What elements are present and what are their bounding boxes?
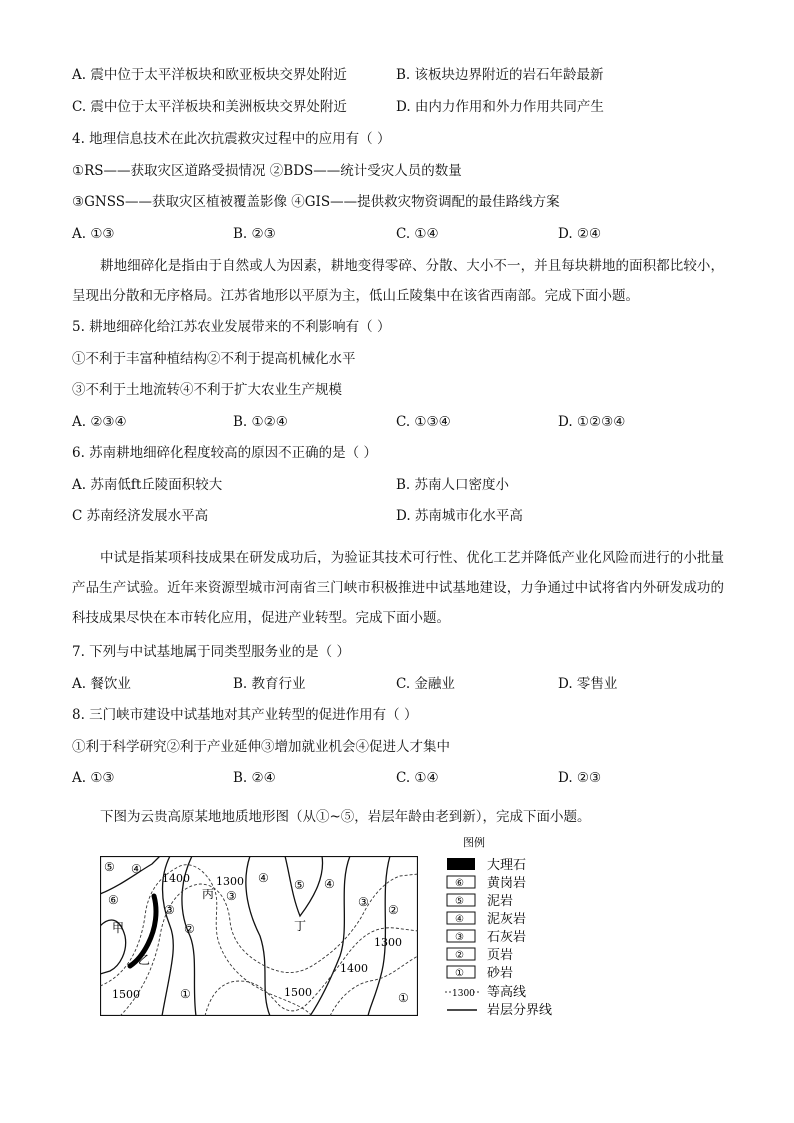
q8-item-1: ①利于科学研究②利于产业延伸③增加就业机会④促进人才集中 bbox=[72, 739, 450, 755]
map-label-elevation: 1400 bbox=[162, 872, 190, 885]
q3-option-b: B. 该板块边界附近的岩石年龄最新 bbox=[396, 67, 604, 83]
q3-option-a: A. 震中位于太平洋板块和欧亚板块交界处附近 bbox=[72, 67, 347, 83]
geologic-map-svg bbox=[100, 856, 418, 1016]
q8-option-d: D. ②③ bbox=[558, 770, 602, 786]
q8-stem: 8. 三门峡市建设中试基地对其产业转型的促进作用有（ ） bbox=[72, 707, 418, 723]
passage-pilot-base: 中试是指某项科技成果在研发成功后，为验证其技术可行性、优化工艺并降低产业化风险而进行的小批量产品生产试验。近年来资源型城市河南省三门峡市积极推进中试基地建设，力争通过中试将省内外研发成功的科技成果尽快在本市转化应用，促进产业转型。完成下面小题。 bbox=[72, 550, 724, 626]
passage-farmland: 耕地细碎化是指由于自然或人为因素，耕地变得零碎、分散、大小不一，并且每块耕地的面积都比较小，呈现出分散和无序格局。江苏省地形以平原为主，低山丘陵集中在该省西南部。完成下面小题。 bbox=[72, 258, 724, 304]
q6-option-b: B. 苏南人口密度小 bbox=[396, 477, 510, 493]
q5-option-a: A. ②③④ bbox=[72, 414, 127, 430]
q6-stem: 6. 苏南耕地细碎化程度较高的原因不正确的是（ ） bbox=[72, 445, 377, 461]
q4-option-c: C. ①④ bbox=[396, 226, 439, 242]
q6-option-d: D. 苏南城市化水平高 bbox=[396, 508, 523, 524]
q4-option-d: D. ②④ bbox=[558, 226, 602, 242]
map-label-rock: ④ bbox=[324, 877, 335, 891]
q6-option-c: C 苏南经济发展水平高 bbox=[72, 508, 209, 524]
map-label-jia: 甲 bbox=[112, 921, 125, 935]
legend-symbol: ③ bbox=[455, 932, 464, 943]
map-legend bbox=[445, 836, 605, 1026]
q7-option-d: D. 零售业 bbox=[558, 676, 618, 692]
legend-swatch-marble bbox=[447, 858, 475, 870]
q8-option-b: B. ②④ bbox=[233, 770, 276, 786]
map-label-rock: ⑤ bbox=[104, 860, 115, 874]
q3-option-d: D. 由内力作用和外力作用共同产生 bbox=[396, 99, 604, 115]
q4-stem: 4. 地理信息技术在此次抗震救灾过程中的应用有（ ） bbox=[72, 131, 391, 147]
q4-option-a: A. ①③ bbox=[72, 226, 115, 242]
legend-title: 图例 bbox=[463, 836, 485, 849]
q7-stem: 7. 下列与中试基地属于同类型服务业的是（ ） bbox=[72, 644, 350, 660]
legend-symbol: ② bbox=[455, 950, 464, 961]
q8-option-c: C. ①④ bbox=[396, 770, 439, 786]
legend-symbol: ⑥ bbox=[455, 878, 464, 889]
map-label-rock: ③ bbox=[358, 895, 369, 909]
legend-label: 泥岩 bbox=[487, 894, 514, 909]
figure-intro: 下图为云贵高原某地地质地形图（从①~⑤，岩层年龄由老到新），完成下面小题。 bbox=[100, 809, 591, 825]
map-label-elevation: 1300 bbox=[374, 936, 402, 949]
map-label-bing: 丙 bbox=[202, 887, 215, 901]
map-label-rock: ⑤ bbox=[294, 878, 305, 892]
map-label-rock: ④ bbox=[258, 871, 269, 885]
legend-label: 砂岩 bbox=[487, 966, 514, 981]
legend-contour-value: 1300 bbox=[452, 989, 475, 999]
legend-symbol: ⑤ bbox=[455, 896, 464, 907]
map-label-rock: ⑥ bbox=[108, 893, 119, 907]
legend-svg bbox=[445, 836, 605, 1026]
legend-label: 岩层分界线 bbox=[487, 1003, 553, 1018]
q7-option-a: A. 餐饮业 bbox=[72, 676, 131, 692]
legend-label: 页岩 bbox=[487, 948, 514, 963]
q4-option-b: B. ②③ bbox=[233, 226, 276, 242]
q7-option-c: C. 金融业 bbox=[396, 676, 455, 692]
map-label-rock: ① bbox=[180, 987, 191, 1001]
q5-item-1: ①不利于丰富种植结构②不利于提高机械化水平 bbox=[72, 351, 356, 367]
geologic-map bbox=[100, 856, 418, 1016]
map-label-rock: ② bbox=[388, 903, 399, 917]
legend-label: 黄岗岩 bbox=[487, 876, 527, 891]
q8-option-a: A. ①③ bbox=[72, 770, 115, 786]
map-label-elevation: 1300 bbox=[216, 875, 244, 888]
map-label-elevation: 1400 bbox=[340, 962, 368, 975]
q3-option-c: C. 震中位于太平洋板块和美洲板块交界处附近 bbox=[72, 99, 347, 115]
q5-item-2: ③不利于土地流转④不利于扩大农业生产规模 bbox=[72, 382, 342, 398]
legend-label: 泥灰岩 bbox=[487, 912, 527, 927]
legend-symbol: ① bbox=[455, 968, 464, 979]
q5-option-d: D. ①②③④ bbox=[558, 414, 626, 430]
map-label-elevation: 1500 bbox=[284, 986, 312, 999]
q5-option-b: B. ①②④ bbox=[233, 414, 288, 430]
legend-symbol: ④ bbox=[455, 914, 464, 925]
q4-item-1: ①RS——获取灾区道路受损情况 ②BDS——统计受灾人员的数量 bbox=[72, 163, 462, 179]
map-label-rock: ③ bbox=[226, 889, 237, 903]
legend-label: 大理石 bbox=[487, 858, 527, 873]
q5-option-c: C. ①③④ bbox=[396, 414, 451, 430]
map-label-elevation: 1500 bbox=[112, 988, 140, 1001]
q6-option-a: A. 苏南低ft丘陵面积较大 bbox=[72, 477, 223, 493]
q5-stem: 5. 耕地细碎化给江苏农业发展带来的不利影响有（ ） bbox=[72, 319, 391, 335]
q7-option-b: B. 教育行业 bbox=[233, 676, 306, 692]
legend-label: 石灰岩 bbox=[487, 930, 527, 945]
map-label-rock: ① bbox=[398, 991, 409, 1005]
q4-item-2: ③GNSS——获取灾区植被覆盖影像 ④GIS——提供救灾物资调配的最佳路线方案 bbox=[72, 194, 560, 210]
map-label-yi: 乙 bbox=[138, 953, 151, 967]
map-label-rock: ④ bbox=[131, 862, 142, 876]
map-label-ding: 丁 bbox=[294, 919, 307, 933]
legend-label: 等高线 bbox=[487, 985, 527, 1000]
map-label-rock: ② bbox=[184, 922, 195, 936]
map-label-rock: ③ bbox=[164, 903, 175, 917]
